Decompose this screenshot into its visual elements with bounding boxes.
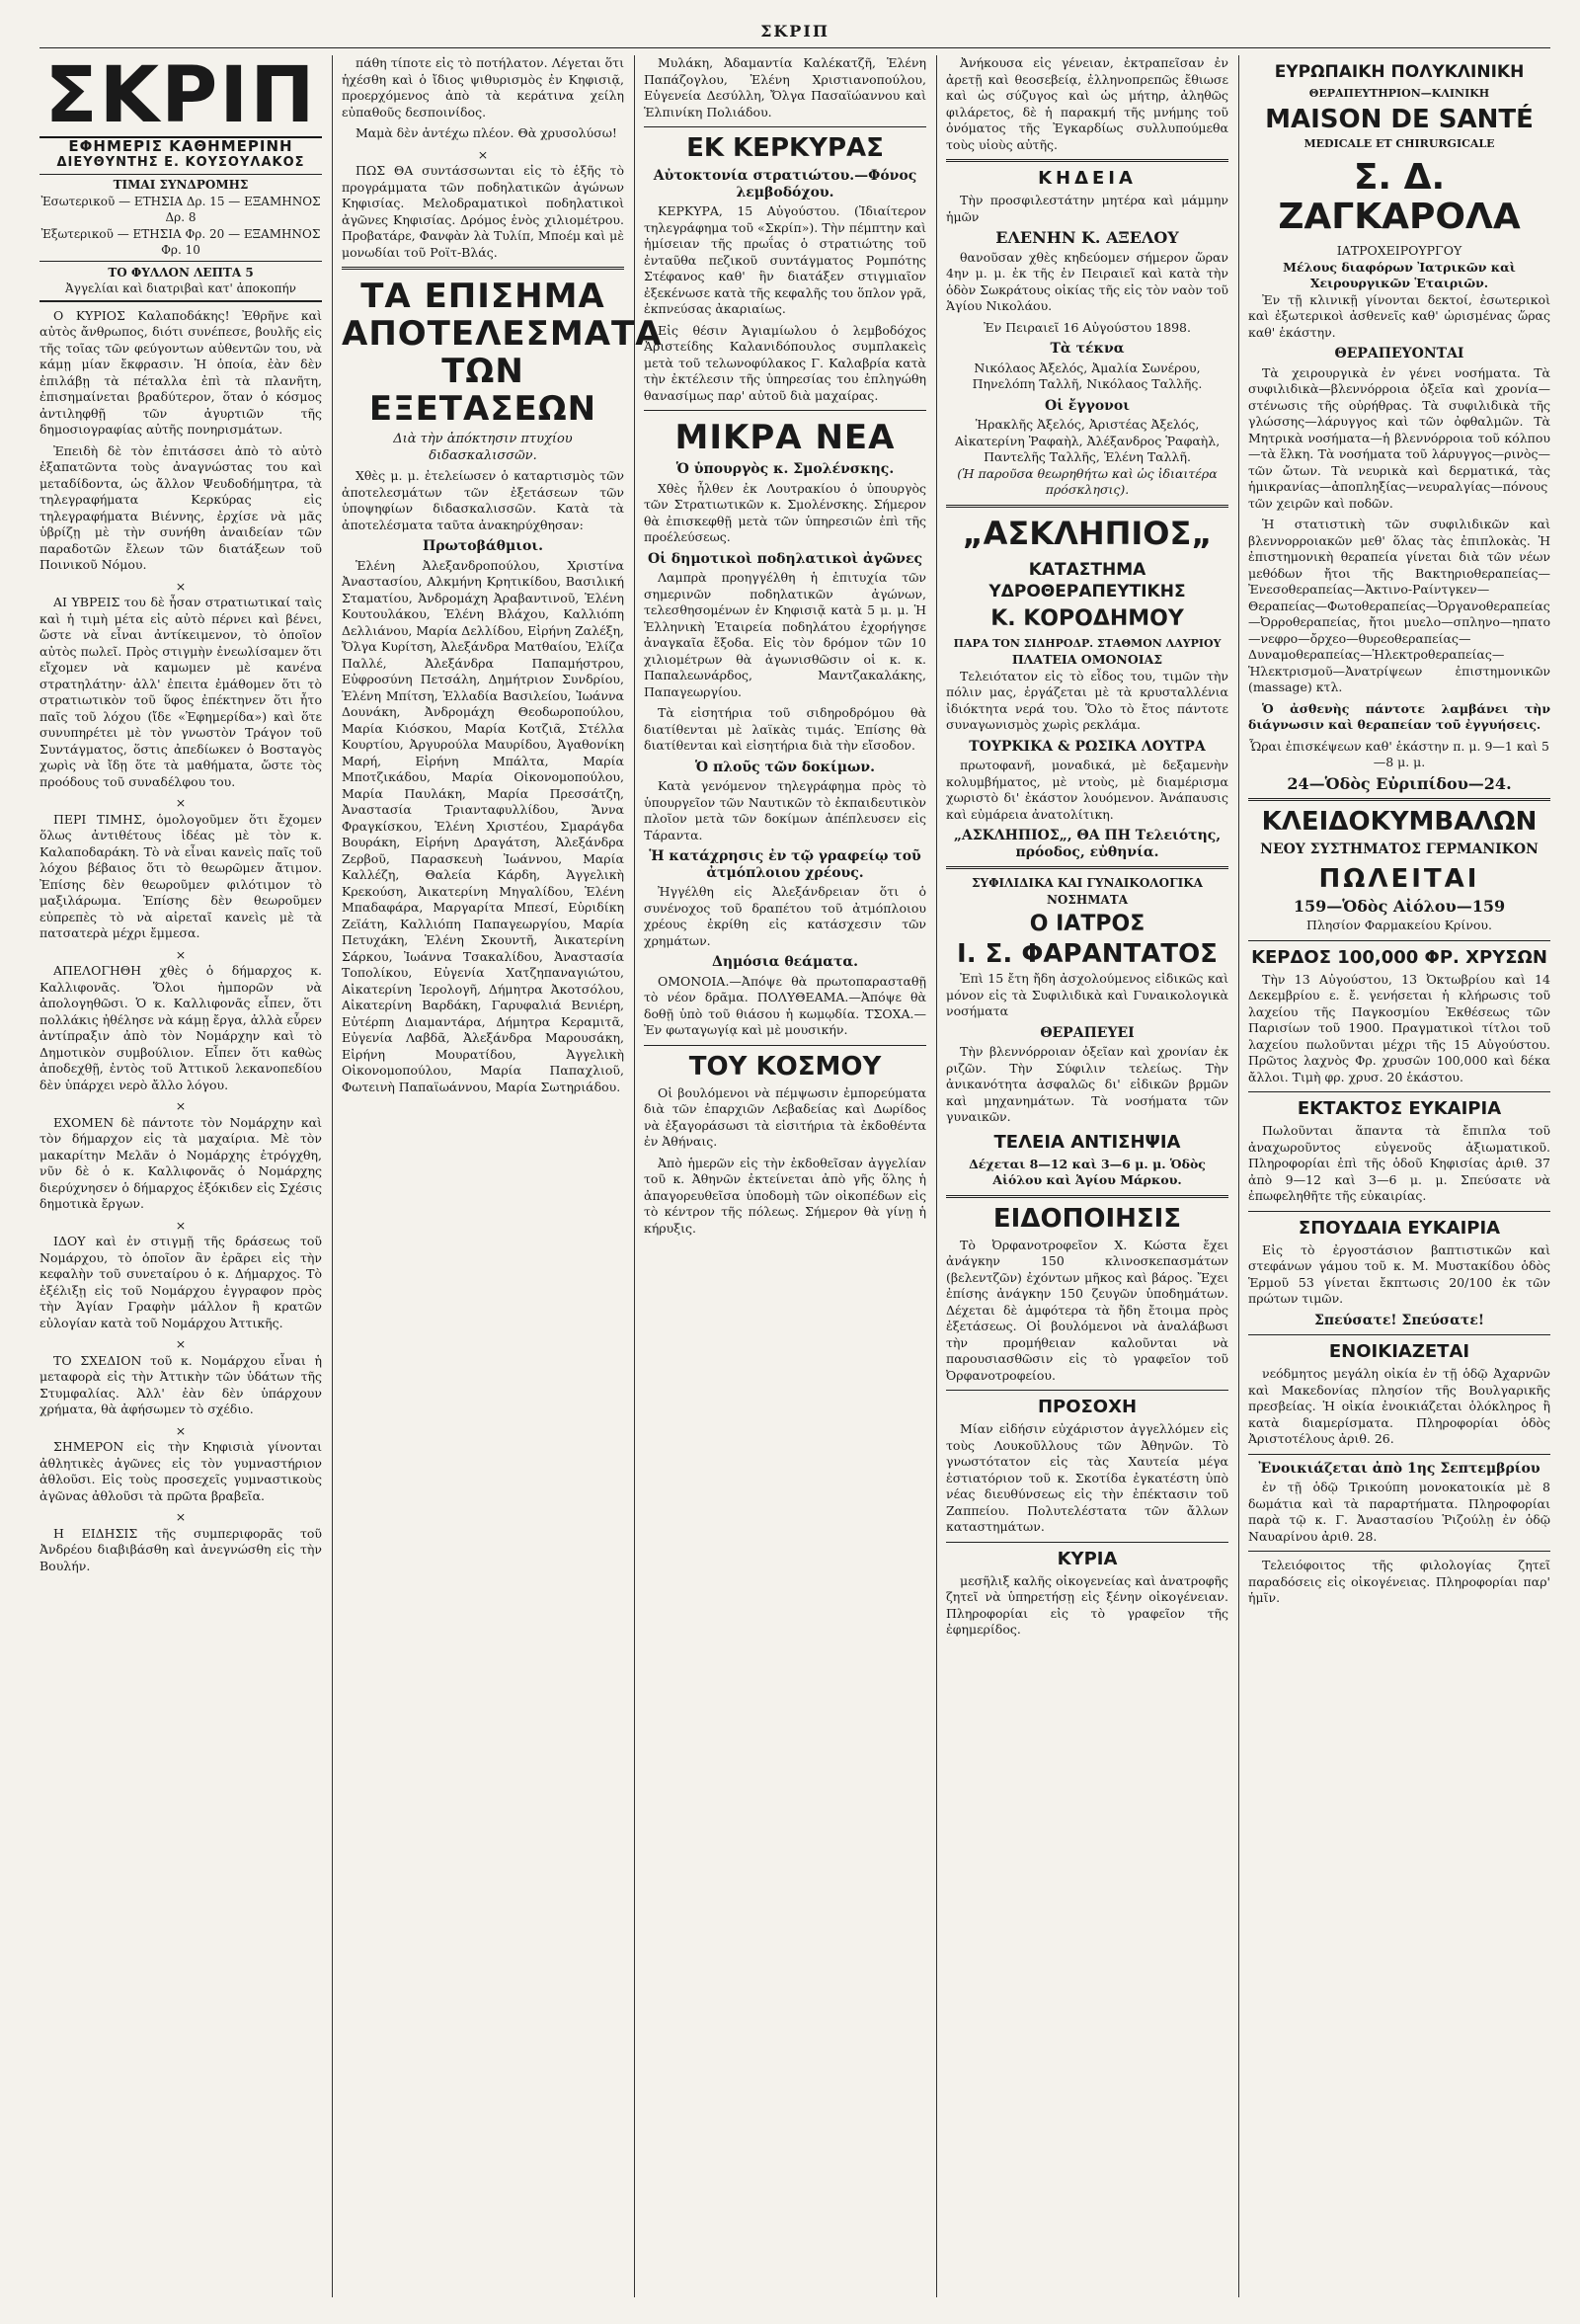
doctor-membership: Μέλους διαφόρων Ἰατρικῶν καὶ Χειρουργικῶν Ἑταιριῶν. bbox=[1283, 259, 1516, 290]
separator-mark: × bbox=[175, 1336, 187, 1351]
section-rule bbox=[946, 1195, 1228, 1198]
ad-text: Ἡ στατιστικὴ τῶν συφιλιδικῶν καὶ βλεννορροιακῶν μεθ' ὅλας τὰς ἐπιπλοκὰς. Ἡ ἐπιστημονικὴ θεραπεία γίνεται διὰ τῶν νέων μεθόδων ἤτοι τῆς Βακτηριοθεραπείας—Ἐνεσοθεραπείας—Ἀκτινο-Ραίντγκεν—Θεραπείας—Φωτοθεραπείας—Ὀργανοθεραπείας—Ὀρροθεραπείας, ἤτοι μυελο—σπληνο—ηπατο—νεφρο—ὄρχεο—θυρεοθεραπείας—Δυναμοθεραπείας—Ἡλεκτροθεραπείας—Ἡλεκτρισμοῦ—Ἀνατρίψεων ἐπιστημονικῶν (massage) κτλ. bbox=[1248, 517, 1550, 694]
ad-text: ἐν τῇ ὁδῷ Τρικούπη μονοκατοικία μὲ 8 δωμάτια καὶ τὰ παραρτήματα. Πληροφορίαι παρὰ τῷ κ. Γ. Ἀναστασίου Ῥιζούλῃ ἐν ὁδῷ Ναυαρίνου ἀριθ. 28. bbox=[1248, 1480, 1550, 1544]
column-1 bbox=[40, 51, 322, 2297]
article-paragraph: ΑΠΕΛΟΓΗΘΗ χθὲς ὁ δήμαρχος κ. Καλλιφονᾶς. Ὅλοι ἠμπορῶν νὰ ἀπολογηθῶσι. Ὁ κ. Καλλιφονᾶς εἶπεν, ὅτι πολλάκις ἠθέλησε νὰ κάμῃ ἔργα, ἀλλὰ εὗρεν ἀντίπραξιν ἀπὸ τὸν Νομάρχην καὶ τὸ Δημοτικὸν συμβούλιον. Εἶπεν ὅτι καθὼς ἀποδεχθῇ, ἐντὸς τοῦ Ἀττικοῦ λεκανοπεδίου δὲν ὑπάρχει νερὸ ἄλλο λόγου. bbox=[40, 963, 322, 1092]
column-4 bbox=[946, 55, 1228, 2297]
ad-text: Τὴν 13 Αὐγούστου, 13 Ὀκτωβρίου καὶ 14 Δεκεμβρίου ε. ἔ. γενήσεται ἡ κλήρωσις τοῦ λαχείου τῆς Παγκοσμίου Ἐκθέσεως τῶν Παρισίων τοῦ 1900. Πραγματικοὶ τίτλοι τοῦ λαχείου πωλοῦνται μέχρι τῆς 15 Αὐγούστου. Πρῶτος λαχνὸς Φρ. χρυσῶν 100,000 καὶ δέκα ἄλλοι. Τιμὴ φρ. χρυσ. 20 ἑκάστου. bbox=[1248, 971, 1550, 1084]
ad-text: Μίαν εἰδήσιν εὐχάριστον ἀγγελλόμεν εἰς τοὺς Λουκοῦλλους τῶν Ἀθηνῶν. Τὸ γνωστότατον εἰς τὰς Χαυτεία μέγα ἑστιατόριον τοῦ κ. Σκοτίδα ἐγκατέστη ὑπὸ νέας διευθύνσεως εἰς τὴν ἐπέκτασιν τοῦ Ζαππείου. Πολυτελέστατα τῶν ἄλλων καταστημάτων. bbox=[946, 1421, 1228, 1534]
exam-results-subhead: Διὰ τὴν ἀπόκτησιν πτυχίου διδασκαλισσῶν. bbox=[393, 432, 573, 463]
separator-mark: × bbox=[175, 1422, 187, 1438]
therapy-heading: ΘΕΡΑΠΕΥΕΙ bbox=[1040, 1024, 1135, 1041]
ad-text: Πωλοῦνται ἅπαντα τὰ ἔπιπλα τοῦ ἀναχωροῦντος εὐγενοῦς ἀξιωματικοῦ. Πληροφορίαι ἐπὶ τῆς ὁδοῦ Κηφισίας ἀριθ. 37 ἀπὸ 9—12 καὶ 3—6 μ. μ. Σπεύσατε νὰ ἐπωφεληθῆτε τῆς εὐκαιρίας. bbox=[1248, 1123, 1550, 1203]
grandchildren-heading: Οἱ ἔγγονοι bbox=[1044, 397, 1130, 414]
lady-headline: ΚΥΡΙΑ bbox=[1057, 1548, 1118, 1569]
doctor-zagkarola: Σ. Δ. ΖΑΓΚΑΡΟΛΑ bbox=[1278, 157, 1521, 237]
asklepios-subtitle: ΚΑΤΑΣΤΗΜΑ ΥΔΡΟΘΕΡΑΠΕΥΤΙΚΗΣ bbox=[988, 559, 1186, 601]
masthead-title: ΣΚΡΙΠ bbox=[40, 55, 322, 138]
doctor-hours: Δέχεται 8—12 καὶ 3—6 μ. μ. Ὁδὸς Αἰόλου καὶ Ἁγίου Μάρκου. bbox=[969, 1156, 1206, 1187]
column-5 bbox=[1248, 55, 1550, 2297]
clinic-address: 24—Ὁδὸς Εὐριπίδου—24. bbox=[1287, 773, 1512, 793]
asklepios-address: ΠΑΡΑ ΤΟΝ ΣΙΔΗΡΟΔΡ. ΣΤΑΘΜΟΝ ΛΑΥΡΙΟΥ bbox=[953, 636, 1222, 650]
article-paragraph: ΕΧΟΜΕΝ δὲ πάντοτε τὸν Νομάρχην καὶ τὸν δήμαρχον εἰς τὰ μαχαίρια. Μὲ τὸν μακαρίτην Μελᾶν ὁ Νομάρχης ἐτρόγχθη, νῦν δὲ ὁ κ. Καλλιφονᾶς ὁ Νομάρχης διερύχνησεν ὁ δήμαρχος ἐξόκιδεν εἰς Σχέσις δημοτικὰ ἔργων. bbox=[40, 1114, 322, 1211]
section-rule bbox=[1248, 1551, 1550, 1552]
section-rule bbox=[1248, 1334, 1550, 1335]
article-paragraph: ΚΕΡΚΥΡΑ, 15 Αὐγούστου. (Ἰδιαίτερον τηλεγράφημα τοῦ «Σκρίπ»). Τὴν πέμπτην καὶ ἡμίσειαν τῆς πρωΐας ὁ στρατιώτης τοῦ ἐνταῦθα πεζικοῦ συντάγματος Ρομπότης Στέφανος καθ' ἣν διατάξεν στιγμιαῖον ἐξεκένωσε κατὰ τῆς κεφαλῆς του ὅπλον γρᾶ, ἐκπνεύσας ἀκαριαίως. bbox=[644, 203, 926, 316]
funeral-date: Ἐν Πειραιεῖ 16 Αὐγούστου 1898. bbox=[984, 319, 1191, 335]
section-rule bbox=[1248, 940, 1550, 941]
piano-headline: ΚΛΕΙΔΟΚΥΜΒΑΛΩΝ bbox=[1261, 807, 1538, 837]
maison-subtitle: MEDICALE ET CHIRURGICALE bbox=[1304, 136, 1495, 150]
baths-heading: ΤΟΥΡΚΙΚΑ & ΡΩΣΙΚΑ ΛΟΥΤΡΑ bbox=[969, 738, 1206, 755]
article-paragraph: Ο ΚΥΡΙΟΣ Καλαποδάκης! Ἐθρῆνε καὶ αὐτὸς ἄνθρωπος, διότι συνέπεσε, βουλῆς εἰς τῆς τοῖας τῶν φεύγοντων αὐθεντῶν του, νὰ κάμῃ μίαν ἔκφρασιν. Ἡ ὁποία, ἐὰν δὲν ἐπιλάβῃ τὰ πέταλλα ἐπὶ τὰ πλανῆτη, ἐπισημαίνεται βραδύτερον, ὅταν ὁ κόσμος ἀντιληφθῇ τῶν ἀγυρτιῶν τῆς δημοσιογραφίας αὐτῆς πονηρισμάτων. bbox=[40, 307, 322, 437]
separator-mark: × bbox=[175, 1098, 187, 1113]
piano-subtitle: ΝΕΟΥ ΣΥΣΤΗΜΑΤΟΣ ΓΕΡΜΑΝΙΚΟΝ bbox=[1260, 841, 1539, 857]
article-paragraph: ΙΔΟΥ καὶ ἐν στιγμῇ τῆς δράσεως τοῦ Νομάρχου, τὸ ὁποῖον ἂν ἐρᾶρει εἰς τὴν κεφαλὴν τοῦ συνεταίρου ὁ κ. Δήμαρχος. Τὸ ἐξέλιξῃ εἰς τοῦ Νομάρχου ἐγγραφον πρὸς τὴν Ἁγίαν Γραφὴν μάλλον ἢ κρατῶν εὐλογίαν κατὰ τοῦ Νομάρχου Ἀττικῆς. bbox=[40, 1234, 322, 1330]
section-heading: Ἡ κατάχρησις ἐν τῷ γραφείῳ τοῦ ἀτμόπλοιου χρέους. bbox=[649, 848, 921, 881]
article-paragraph: Εἰς θέσιν Ἀγιαμίωλου ὁ λεμβοδόχος Ἀριστείδης Καλανιδόπουλος συμπλακεὶς μετὰ τοῦ τελωνοφύλακος Γ. Καλαβρία κατὰ τὴν ἐκτέλεσιν τῆς ὑπηρεσίας του ἐπληγώθη θανασίμως παρ' αὐτοῦ διὰ μαχαίρας. bbox=[644, 322, 926, 403]
section-rule bbox=[946, 866, 1228, 869]
funeral-text: θανοῦσαν χθὲς κηδεύομεν σήμερον ὥραν 4ην μ. μ. ἐκ τῆς ἐν Πειραιεῖ καὶ κατὰ τὴν ὁδὸν Σωκράτους οἰκίας τῆς εἰς τὸν ναὸν τοῦ Ἁγίου Νικολάου. bbox=[946, 249, 1228, 313]
corfu-subhead: Αὐτοκτονία στρατιώτου.—Φόνος λεμβοδόχου. bbox=[653, 168, 917, 200]
separator-mark: × bbox=[175, 946, 187, 962]
piano-for-sale: ΠΩΛΕΙΤΑΙ bbox=[1318, 863, 1480, 894]
ad-text: Τὴν βλεννόρροιαν ὀξεῖαν καὶ χρονίαν ἐκ ριζῶν. Τὴν Σύφιλιν τελείως. Τὴν ἀνικανότητα ἀσφαλῶς δι' εἰδικῶν βρμῶν καὶ μηχανημάτων. Τὰ νοσήματα τῶν γυναικῶν. bbox=[946, 1044, 1228, 1124]
separator-mark: × bbox=[175, 795, 187, 810]
column-3 bbox=[644, 55, 926, 2297]
funeral-intro: Τὴν προσφιλεστάτην μητέρα καὶ μάμμην ἡμῶν bbox=[946, 193, 1228, 224]
section-heading: Ὁ ὑπουργὸς κ. Σμολένσκης. bbox=[675, 461, 895, 477]
treated-heading: ΘΕΡΑΠΕΥΟΝΤΑΙ bbox=[1334, 346, 1464, 361]
section-rule bbox=[342, 267, 624, 270]
article-paragraph: Μαμὰ δὲν ἀντέχω πλέον. Θὰ χρυσολύσω! bbox=[356, 125, 617, 140]
section-rule bbox=[644, 126, 926, 127]
ad-text: νεόδμητος μεγάλη οἰκία ἐν τῇ ὁδῷ Ἀχαρνῶν καὶ Μακεδονίας πλησίον τῆς Βουλγαρικῆς πρεσβείας. Ἡ οἰκία ἐνοικιάζεται ὁλόκληρος ἢ κατὰ διαμερίσματα. Πληροφορίαι ὁδὸς Ἀριστοτέλους ἀριθ. 26. bbox=[1248, 1366, 1550, 1446]
world-headline: ΤΟΥ ΚΟΣΜΟΥ bbox=[688, 1051, 882, 1082]
article-paragraph: Ἀπὸ ἡμερῶν εἰς τὴν ἐκδοθεῖσαν ἀγγελίαν τοῦ κ. Ἀθηνῶν ἐκτείνεται ἀπὸ γῆς ὅλης ἡ ἀπαγορευθεῖσα ὑποδομὴ τῶν οἰκοπέδων εἰς τὸ κέντρον τῆς πόλεως. Σήμερον θὰ γίνῃ ἡ κήρυξις. bbox=[644, 1155, 926, 1236]
piano-near: Πλησίον Φαρμακείου Κρίνου. bbox=[1305, 918, 1493, 932]
newspaper-page bbox=[40, 22, 1550, 2303]
section-rule bbox=[1248, 798, 1550, 801]
section-heading: Οἱ δημοτικοὶ ποδηλατικοὶ ἀγῶνες bbox=[647, 550, 923, 567]
section-rule bbox=[946, 1542, 1228, 1543]
article-paragraph: ΣΗΜΕΡΟΝ εἰς τὴν Κηφισιὰ γίνονται ἀθλητικὲς ἀγῶνες εἰς τὸν γυμναστήριον ἀθλοῦσι. Εἰς τοὺς προσεχεῖς γυμναστικοὺς ἀγῶνας ἀθλοῦσι τὰ πρῶτα βραβεῖα. bbox=[40, 1439, 322, 1503]
article-paragraph: Μυλάκη, Ἀδαμαντία Καλέκατζῆ, Ἑλένη Παπάζογλου, Ἑλένη Χριστιανοπούλου, Εὐγενεία Δεσύλλη, Ὄλγα Πασαϊώαννου καὶ Ἑλπινίκη Πολιάδου. bbox=[644, 55, 926, 120]
article-paragraph: Η ΕΙΔΗΣΙΣ τῆς συμπεριφορᾶς τοῦ Ἀνδρέου διαβιβάσθη καὶ ἀνεγνώσθη εἰς τὴν Βουλήν. bbox=[40, 1525, 322, 1573]
names-list: Ἑλένη Ἀλεξανδροπούλου, Χριστίνα Ἀναστασίου, Αλκμήνη Κρητικίδου, Βασιλική Σταματίου, Ἀνδρομάχη Ἀραβαντινοῦ, Ἑλένη Κουτουλάκου, Ἑλένη Βλάχου, Καλλιόπη Δελλιάνου, Μαρία Δελλίδου, Εἰρήνη Ζαλέξη, Ὄλγα Κυρίτση, Ἀλεξάνδρα Ματθαίου, Ἐλίζα Παλλέ, Ἀλεξάνδρα Παπαμήστρου, Εὐφροσύνη Πετσάλη, Δημήτριον Συνδρίου, Ἑλένη Μπίτση, Ἑλλαδία Βασιλείου, Ἰωάννα Δουνάκη, Ἀνδρομάχη Θεοδωροπούλου, Μαρία Κιόσκου, Μαρία Κοτζιᾶ, Στέλλα Κουρτίου, Ἀργυρούλα Μαυρίδου, Ἀγαθονίκη Μαρή, Εἰρήνη Μπάλτα, Μαρία Μποτζικάδου, Μαρία Οἰκονομοπούλου, Μαρία Παυλάκη, Μαρία Πρεσσάτζη, Ἀναστασία Τριανταφυλλίδου, Ἄννα Φραγκίσκου, Ἑλένη Χριστέου, Σμαράγδα Βουράκη, Εἰρήνη Δραγάτση, Ἀλεξάνδρα Ζερβοῦ, Παρασκευὴ Ἰωάννου, Μαρία Καλλέζη, Θαλεία Κάρδη, Ἀγγελικὴ Κρεκούση, Ἀικατερίνη Μηγαλίδου, Ἑλένη Μπαδαφάρα, Μαργαρίτα Μπεσί, Εὐριδίκη Ζεϊάτη, Καλλιόπη Παπαγεωργίου, Μαρία Πετυχάκη, Ἑλένη Σκουντῆ, Ἀικατερίνη Σάρκου, Ἰωάννα Τσακαλίδου, Ἀναστασία Τοπολίκου, Εὐγενία Χατζηπαναγιώτου, Αἰκατερίνη Ἰερολογῆ, Δήμητρα Ἀκοτσόλου, Αἰκατερίνη Βαρδάκη, Γαρυφαλιά Βενιέρη, Εὐτέρπη Διαμαντάρα, Δήμητρα Κεραμιτᾶ, Εὐγενία Λαβδᾶ, Ἀλεξάνδρα Μαρουσάκη, Εἰρήνη Μουρατίδου, Ἀγγελικὴ Οἰκονομοπούλου, Μαρία Παπαχλιοῦ, Φωτεινὴ Παπαϊωάννου, Μαρία Σωτηριάδου. bbox=[342, 557, 624, 1094]
issue-price: ΤΟ ΦΥΛΛΟΝ ΛΕΠΤΑ 5 bbox=[108, 265, 254, 280]
separator-mark: × bbox=[477, 146, 489, 162]
prices-heading: ΤΙΜΑΙ ΣΥΝΔΡΟΜΗΣ bbox=[113, 178, 249, 192]
section-heading: Πρωτοβάθμιοι. bbox=[422, 538, 544, 554]
prices-interior: Ἐσωτερικοῦ — ΕΤΗΣΙΑ Δρ. 15 — ΕΞΑΜΗΝΟΣ Δρ. 8 bbox=[40, 194, 321, 224]
ad-text: Τελειόφοιτος τῆς φιλολογίας ζητεῖ παραδόσεις εἰς οἰκογένειας. Πληροφορίαι παρ' ἡμῖν. bbox=[1248, 1558, 1550, 1605]
clinic-hours: Ὧραι ἐπισκέψεων καθ' ἑκάστην π. μ. 9—1 καὶ 5—8 μ. μ. bbox=[1249, 738, 1549, 769]
article-paragraph: Ἐπειδὴ δὲ τὸν ἐπιτάσσει ἀπὸ τὸ αὐτὸ ἐξαπατῶντα τοὺς ἀναγνώστας του καὶ μεταδίδοντα, ὡς ἄλλον Ψευδοδήμητρα, τὰ τηλεγραφήματα Κερκύρας εἰς τηλεγραφήματα Βιέννης, ἐρχίσε νὰ μᾶς ὑβρίζῃ μὲ τὴν συνήθη ἀναιδείαν τῶν παραδοτῶν ἔλεων τῶν διατάξεων τοῦ Ποινικοῦ Νόμου. bbox=[40, 442, 322, 572]
notice-headline: ΕΙΔΟΠΟΙΗΣΙΣ bbox=[992, 1203, 1182, 1234]
separator-mark: × bbox=[175, 1217, 187, 1233]
children-heading: Τὰ τέκνα bbox=[1050, 341, 1125, 357]
page-folio: ΣΚΡΙΠ bbox=[760, 22, 830, 40]
doctor-role: ΙΑΤΡΟΧΕΙΡΟΥΡΓΟΥ bbox=[1336, 243, 1462, 258]
section-heading: Ὁ πλοῦς τῶν δοκίμων. bbox=[695, 759, 875, 775]
funeral-note: (Ἡ παροῦσα θεωρηθήτω καὶ ὡς ἰδιαιτέρα πρόσκλησις). bbox=[957, 465, 1218, 497]
ad-text: Ἐν τῇ κλινικῇ γίνονται δεκτοί, ἐσωτερικοὶ καὶ ἐξωτερικοὶ ἀσθενεῖς καθ' ὡρισμένας ὥρας καθ' ἑκάστην. bbox=[1248, 291, 1550, 340]
article-paragraph: Ἀνήκουσα εἰς γένειαν, ἐκτραπεῖσαν ἐν ἀρετῇ καὶ θεοσεβείᾳ, ἐλληνοπρεπῶς ἔθιωσε καὶ ὡς σύζυγος καὶ ὡς μήτηρ, ἀληθῶς φιλάρετος, δὲ ἡ παρακμή τῆς μνήμης τοῦ ὀνόματος τῆς Ἐγκαρδίως συλλυπούμεθα τοὺς υἱοὺς αὐτῆς. bbox=[946, 55, 1228, 152]
ad-text: Τὰ χειρουργικὰ ἐν γένει νοσήματα. Τὰ συφιλιδικὰ—βλεννόρροια ὀξεῖα καὶ χρονία—στένωσις τῆς οὐρήθρας. Τὰ συφιλιδικὰ τῆς γλώσσης—λάρυγγος καὶ τῶν ὀφθαλμῶν. Τὰ Μητρικὰ νοσήματα—ἡ βλεννόρροια τοῦ κόλπου—τὰ ἕλκη. Τὰ νοσήματα τοῦ λάρυγγος—ρινὸς—τῶν ὤτων. Τὰ νευρικὰ καὶ δερματικά, τὰς ἡμικρανίας—ἀποπληξίας—νευραλγίας—πόνους τῶν χειρῶν καὶ ποδῶν. bbox=[1248, 364, 1550, 511]
ad-note: Ἀγγελίαι καὶ διατριβαὶ κατ' ἀποκοπήν bbox=[40, 280, 322, 302]
asklepios-title: „ΑΣΚΛΗΠΙΟΣ„ bbox=[962, 514, 1213, 552]
asklepios-square: ΠΛΑΤΕΙΑ ΟΜΟΝΟΙΑΣ bbox=[1011, 652, 1163, 667]
masthead-director: ΔΙΕΥΘΥΝΤΗΣ Ε. ΚΟΥΣΟΥΛΑΚΟΣ bbox=[56, 154, 305, 170]
column-rule bbox=[634, 55, 635, 2297]
ad-text: Τελειότατον εἰς τὸ εἶδος του, τιμῶν τὴν πόλιν μας, ἐργάζεται μὲ τὰ κρυσταλλένια ἰδιόκτητα νερά του. Ὅλο τὸ ἔτος πάντοτε συναγωνισμὸς χωρὶς ρεκλάμα. bbox=[946, 668, 1228, 732]
masthead-subtitle: ΕΦΗΜΕΡΙΣ ΚΑΘΗΜΕΡΙΝΗ bbox=[68, 137, 293, 155]
small-news-headline: ΜΙΚΡΑ ΝΕΑ bbox=[674, 418, 896, 457]
article-paragraph: Ἠγγέλθη εἰς Ἀλεξάνδρειαν ὅτι ὁ συνένοχος τοῦ δραπέτου τοῦ ἀτμόπλοιου χρέους ἐκρίθη εἰς κατάσχεσιν τῶν χρημάτων. bbox=[644, 884, 926, 948]
article-paragraph: Τὰ εἰσητήρια τοῦ σιδηροδρόμου θὰ διατίθενται μὲ λαϊκὰς τιμάς. Ἐπίσης θὰ διατίθενται καὶ εἰσητήρια διὰ τὴν εἴσοδον. bbox=[644, 705, 926, 753]
section-rule bbox=[644, 410, 926, 411]
lottery-headline: ΚΕΡΔΟΣ 100,000 ΦΡ. ΧΡΥΣΩΝ bbox=[1251, 946, 1547, 968]
prices-exterior: Ἐξωτερικοῦ — ΕΤΗΣΙΑ Φρ. 20 — ΕΞΑΜΗΝΟΣ Φρ. 10 bbox=[40, 226, 321, 257]
section-rule bbox=[946, 159, 1228, 162]
article-paragraph: Χθὲς ἦλθεν ἐκ Λουτρακίου ὁ ὑπουργὸς τῶν Στρατιωτικῶν κ. Σμολένσκης. Σήμερον θὰ ἐπισκεφθῇ μετὰ τῶν ὑπηρεσιῶν ἐπὶ τῆς προέλεύσεως. bbox=[644, 480, 926, 544]
doctor-name: Ι. Σ. ΦΑΡΑΝΤΑΤΟΣ bbox=[957, 939, 1218, 969]
section-rule bbox=[946, 505, 1228, 508]
grandchildren-names: Ἡρακλῆς Ἀξελός, Ἀριστέας Ἀξελός, Αἰκατερίνη Ῥαφαὴλ, Ἀλέξανδρος Ῥαφαὴλ, Παντελῆς Ταλλῆς, Ἑλένη Ταλλῆ. bbox=[954, 417, 1221, 464]
rent-headline: ΕΝΟΙΚΙΑΖΕΤΑΙ bbox=[1328, 1341, 1470, 1362]
article-paragraph: Χθὲς μ. μ. ἐτελείωσεν ὁ καταρτισμὸς τῶν ἀποτελεσμάτων τῶν ἐξετάσεων τῶν ὑποψηφίων διδασκαλισσῶν. Κατὰ τὰ ἀποτελέσματα ταῦτα ἀνακηρύχθησαν: bbox=[342, 468, 624, 532]
piano-address: 159—Ὁδὸς Αἰόλου—159 bbox=[1293, 896, 1506, 916]
article-paragraph: Λαμπρὰ προηγγέλθη ἡ ἐπιτυχία τῶν σημερινῶν ποδηλατικῶν ἀγώνων, τελεσθησομένων ἐν Κηφισιᾷ κατὰ 5 μ. μ. Ἡ Ἑλληνικὴ Ἑταιρεία ποδηλάτου ἐχορήγησε ἀναγκαῖα ἔξοδα. Εἰς τὸν δρόμον τῶν 10 χιλιομέτρων θὰ ἀγωνισθῶσιν οἱ κ. κ. Παπαλεωνάρδος, Μαντζακαλάκης, Παπαγεωργίου. bbox=[644, 570, 926, 699]
opportunity-headline: ΕΚΤΑΚΤΟΣ ΕΥΚΑΙΡΙΑ bbox=[1297, 1098, 1502, 1119]
corfu-headline: ΕΚ ΚΕΡΚΥΡΑΣ bbox=[686, 133, 884, 163]
separator-mark: × bbox=[175, 578, 187, 594]
section-rule bbox=[1248, 1454, 1550, 1455]
ad-text: μεσῆλιξ καλῆς οἰκογενείας καὶ ἀνατροφῆς ζητεῖ νὰ ὑπηρετήσῃ εἰς ξένην οἰκογένειαν. Πληροφορίαι εἰς τὸ γραφεῖον τῆς ἐφημερίδος. bbox=[946, 1572, 1228, 1637]
children-names: Νικόλαος Ἀξελός, Ἀμαλία Σωνέρου, Πηνελόπη Ταλλῆ, Νικόλαος Ταλλῆς. bbox=[972, 360, 1203, 391]
asklepios-slogan: „ΑΣΚΛΗΠΙΟΣ„, ΘΑ ΠΗ Τελειότης, πρόοδος, εὐθηνία. bbox=[953, 828, 1222, 860]
section-rule bbox=[946, 1390, 1228, 1391]
important-opportunity-headline: ΣΠΟΥΔΑΙΑ ΕΥΚΑΙΡΙΑ bbox=[1298, 1217, 1501, 1239]
maison-de-sante: MAISON DE SANTÉ bbox=[1265, 104, 1534, 134]
ad-text: Ἐπὶ 15 ἔτη ἤδη ἀσχολούμενος εἰδικῶς καὶ μόνον εἰς τὰ Συφιλιδικὰ καὶ Γυναικολογικὰ νοσήματα bbox=[946, 971, 1228, 1018]
funeral-headline: ΚΗΔΕΙΑ bbox=[1038, 168, 1137, 189]
article-paragraph: Οἱ βουλόμενοι νὰ πέμψωσιν ἐμπορεύματα διὰ τῶν ἐπαρχιῶν Λεβαδείας καὶ Δωρίδος νὰ ἐξαγοράσωσι τὰ εἰσιτήρια τὰ ἐκδοθέντα ἐν Ἀθήναις. bbox=[644, 1084, 926, 1149]
folio-rule bbox=[40, 47, 1550, 48]
column-rule bbox=[1238, 55, 1239, 2297]
article-paragraph: ΠΕΡΙ ΤΙΜΗΣ, ὁμολογοῦμεν ὅτι ἔχομεν ὅλως ἀντιθέτους ἰδέας μὲ τὸν κ. Καλαποδαράκη. Τὸ νὰ εἶναι κανεὶς παῖς τοῦ λόχου βέβαιος ὅτι τὸ θεωρῶμεν ἄτιμον. Ἐπίσης δὲν θεωροῦμεν φιλότιμον τὸ μαξιλάρωμα. Ἐπίσης δὲν θεωροῦμεν εὐπρεπὲς τὸ νὰ αἰρεταῖ κανεὶς μὲ τὰ πατσατερὰ μέχρι ἔμμεσα. bbox=[40, 811, 322, 940]
section-rule bbox=[1248, 1211, 1550, 1212]
section-heading: Δημόσια θεάματα. bbox=[711, 954, 859, 970]
deceased-name: ΕΛΕΝΗΝ Κ. ΑΞΕΛΟΥ bbox=[995, 228, 1179, 247]
article-paragraph: ΑΙ ΥΒΡΕΙΣ του δὲ ἦσαν στρατιωτικαί ταὶς καὶ ἡ τιμὴ μέτα εἰς αὐτὸ πέρνει καὶ βένει, ὥστε νὰ εἶναι ἀντίκειμενον, τὸ ὁποῖον αὐτὸς πωλεῖ. Πρὸς στιγμὴν ἐνεωλίσαμεν ὅτι εἴχομεν νὰ καμωμεν μὲ κανένα στρατηλάτην· ἀλλ' ἐπειτα ἐμάθομεν ὅτι τὸ στρατιωτικὸν τοῦ ὕφος ἐπέκτηνεν ὅτι ἦτο παῖς τοῦ λόχου (ἴδε «Ἐφημερίδα») καὶ ὅτε συνυπηρέτει μὲ τὸν γνωστὸν Τράγον τοῦ Συντάγματος, ὅστις ἀπεδίωκεν ὁ Βοσταγὸς χωρὶς νὰ ἴδῃ ὅτε τὰ μαθήματα, ὥστε τὸς προόδους τοῦ συναδέλφου του. bbox=[40, 595, 322, 789]
article-paragraph: Κατὰ γενόμενον τηλεγράφημα πρὸς τὸ ὑπουργεῖον τῶν Ναυτικῶν τὸ ἐκπαιδευτικὸν πλοῖον μετὰ τῶν δοκίμων ἀπέπλευσεν εἰς Τάραντα. bbox=[644, 778, 926, 842]
column-rule bbox=[332, 55, 333, 2297]
ad-text: πρωτοφανῆ, μοναδικά, μὲ δεξαμενὴν κολυμβήματος, μὲ ντοὺς, μὲ διαμέρισμα χωριστὸ δι' ἐκάστον λουόμενον. Ἀνάπαυσις καὶ εὐμάρεια ἀνατολίτικη. bbox=[946, 758, 1228, 822]
article-paragraph: ΟΜΟΝΟΙΑ.—Ἀπόψε θὰ πρωτοπαρασταθῇ τὸ νέον δρᾶμα. ΠΟΛΥΘΕΑΜΑ.—Ἀπόψε θὰ δοθῇ ὑπὸ τοῦ θιάσου ἡ κωμῳδία. ΤΣΟΧΑ.—Ἐν φωταγωγίᾳ καὶ μὲ μουσικήν. bbox=[644, 973, 926, 1037]
column-2 bbox=[342, 55, 663, 2297]
ad-text: Εἰς τὸ ἐργοστάσιον βαπτιστικῶν καὶ στεφάνων γάμου τοῦ κ. Μ. Μυστακίδου ὁδὸς Ἑρμοῦ 53 γίνεται ἔκπτωσις 20/100 ἐκ τῶν πρώτων τιμῶν. bbox=[1248, 1242, 1550, 1306]
article-paragraph: ΠΩΣ ΘΑ συντάσσωνται εἰς τὸ ἑξῆς τὸ προγράμματα τῶν ποδηλατικῶν ἀγώνων Κηφισίας. Μελοδραματικοὶ ποδηλατικοὶ ἀγῶνες Κηφισίας. Δρόμος ἑνὸς χιλιομέτρου. Προβατάρε, Φανφὰν λὰ Τυλίπ, Μποέμ καὶ μὲ μονωδίαι τοῦ Ροϊτ-Βλάς. bbox=[342, 163, 624, 260]
asklepios-owner: Κ. ΚΟΡΟΔΗΜΟΥ bbox=[990, 605, 1184, 631]
hurry-text: Σπεύσατε! Σπεύσατε! bbox=[1314, 1312, 1484, 1328]
column-rule bbox=[936, 55, 937, 2297]
polyclinic-heading: ΕΥΡΩΠΑΙΚΗ ΠΟΛΥΚΛΙΝΙΚΗ bbox=[1274, 62, 1525, 82]
ad-text: Ὁ ἀσθενὴς πάντοτε λαμβάνει τὴν διάγνωσιν καὶ θεραπείαν τοῦ ἐγγυήσεις. bbox=[1248, 700, 1550, 732]
polyclinic-subtitle: ΘΕΡΑΠΕΥΤΗΡΙΟΝ—ΚΛΙΝΙΚΗ bbox=[1308, 87, 1490, 100]
section-rule bbox=[644, 1045, 926, 1046]
ad-text: Τὸ Ὀρφανοτροφεῖον Χ. Κώστα ἔχει ἀνάγκην 150 κλινοσκεπασμάτων (βελεντζῶν) ἐχόντων μῆκος καὶ βάρος. Ἔχει ἐπίσης ἀνάγκην 150 ζευγῶν ὑποδημάτων. Δέχεται δὲ ἀμφότερα τὰ ἤδη ἔτοιμα πρὸς ἐξετάσεως. Οἱ βουλόμενοι νὰ ἀναλάβωσι τὴν προμήθειαν καλοῦνται νὰ παρουσιασθῶσιν εἰς τὸ γραφεῖον τοῦ Ὀρφανοτροφείου. bbox=[946, 1237, 1228, 1383]
doctor-title: Ο ΙΑΤΡΟΣ bbox=[1029, 912, 1146, 936]
article-paragraph: πάθη τίποτε εἰς τὸ ποτήλατον. Λέγεται ὅτι ἡχέσθη καὶ ὁ ἴδιος ψιθυρισμὸς ἐν Κηφισιᾷ, προερχόμενος ἀπὸ τὰ κεράτινα χείλη εὐπαθοῦς δεσποινίδος. bbox=[342, 55, 624, 120]
antisepsis-heading: ΤΕΛΕΙΑ ΑΝΤΙΣΗΨΙΑ bbox=[993, 1131, 1181, 1153]
doctor-ad-heading: ΣΥΦΙΛΙΔΙΚΑ ΚΑΙ ΓΥΝΑΙΚΟΛΟΓΙΚΑ ΝΟΣΗΜΑΤΑ bbox=[972, 876, 1203, 907]
exam-results-headline: ΤΑ ΕΠΙΣΗΜΑ ΑΠΟΤΕΛΕΣΜΑΤΑ ΤΩΝ ΕΞΕΤΑΣΕΩΝ bbox=[342, 277, 663, 429]
attention-headline: ΠΡΟΣΟΧΗ bbox=[1037, 1397, 1138, 1417]
article-paragraph: ΤΟ ΣΧΕΔΙΟΝ τοῦ κ. Νομάρχου εἶναι ἡ μεταφορὰ εἰς τὴν Ἀττικὴν τῶν ὑδάτων τῆς Στυμφαλίας. Ἀλλ' ἐὰν δὲν ὑπάρχουν χρήματα, θὰ ἀφήσωμεν τὸ σχέδιο. bbox=[40, 1352, 322, 1416]
section-rule bbox=[1248, 1091, 1550, 1092]
subscription-box bbox=[40, 174, 322, 262]
rent-september-heading: Ἐνοικιάζεται ἀπὸ 1ης Σεπτεμβρίου bbox=[1258, 1460, 1540, 1477]
separator-mark: × bbox=[175, 1509, 187, 1524]
